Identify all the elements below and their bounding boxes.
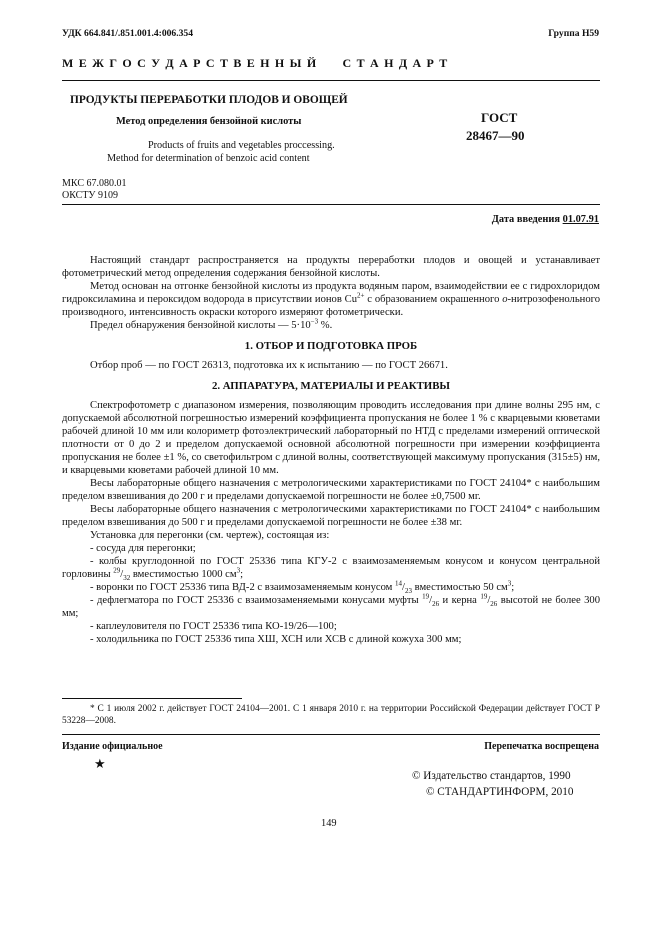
title-rule — [62, 204, 600, 205]
footnote: * С 1 июля 2002 г. действует ГОСТ 24104—2001. С 1 января 2010 г. на территории Российской Федерации действует ГОСТ Р 53228—2008. — [62, 704, 600, 726]
introduction-date-value: 01.07.91 — [562, 214, 599, 225]
footer-rule — [62, 734, 600, 735]
classification-codes — [62, 178, 126, 202]
page-number: 149 — [321, 818, 337, 829]
english-title-line2: Method for determination of benzoic acid content — [107, 153, 310, 164]
intro-paragraph-2: Метод основан на отгонке бензойной кислоты из продукта водяным паром, взаимодействии ее с гидрохлоридом гидроксиламина и пероксидом водорода в присутствии ионов $Cu^{2+}$ с образованием окрашенного о-нитрозофенольного производного, интенсивность окраски которого измеряют фотометрически. — [62, 281, 600, 318]
section-2-paragraph-1: Спектрофотометр с диапазоном измерения, позволяющим проводить исследования при длине волны 295 нм, с допускаемой абсолютной погрешностью измерений коэффициента пропускания не более 1 % с кварцевыми кюветами рабочей длиной 10 мм или колориметр фотоэлектрический лабораторный по НТД с пределами измерений оптической плотности от 0 до 2 и пределом допускаемой основной абсолютной погрешности при измерении коэффициента пропускания не более ±1 %, со светофильтром с длиной волны, соответствующей максимуму пропускания (315±5) нм, и кварцевыми кюветами рабочей длиной 10 мм. — [62, 400, 600, 476]
main-text — [62, 254, 600, 646]
introduction-date-label: Дата введения — [491, 214, 561, 225]
udk-code: УДК 664.841/.851.001.4:006.354 — [62, 28, 194, 39]
list-item-condenser: - холодильника по ГОСТ 25336 типа ХШ, ХСН или ХСВ с длиной кожуха 300 мм; — [90, 634, 462, 645]
list-item-drop-catcher: - каплеуловителя по ГОСТ 25336 типа КО-19/26—100; — [90, 621, 337, 632]
reprint-prohibited-label: Перепечатка воспрещена — [484, 741, 599, 752]
section-2-paragraph-4: Установка для перегонки (см. чертеж), состоящая из: — [90, 530, 330, 541]
header-rule — [62, 80, 600, 81]
section-1-text: Отбор проб — по ГОСТ 26313, подготовка их к испытанию — по ГОСТ 26671. — [90, 360, 448, 371]
group-code: Группа Н59 — [548, 28, 599, 39]
section-1-title: 1. ОТБОР И ПОДГОТОВКА ПРОБ — [244, 340, 418, 352]
copyright-line-1: © Издательство стандартов, 1990 — [412, 770, 571, 782]
mks-code: МКС 67.080.01 — [62, 178, 127, 189]
document-title: ПРОДУКТЫ ПЕРЕРАБОТКИ ПЛОДОВ И ОВОЩЕЙ — [70, 94, 348, 106]
official-edition-label: Издание официальное — [62, 741, 163, 752]
okstu-code: ОКСТУ 9109 — [62, 190, 119, 201]
list-item-flask: - колбы круглодонной по ГОСТ 25336 типа КГУ-2 с взаимозаменяемым конусом и конусом центральной горловины $^{29}/_{32}$ вместимостью 1000 $см^3$; — [62, 556, 600, 583]
intro-paragraph-3: Предел обнаружения бензойной кислоты — $5\cdot 10^{-3}$ %. — [90, 317, 333, 331]
section-2-paragraph-3: Весы лабораторные общего назначения с метрологическими характеристиками по ГОСТ 24104* с наибольшим пределом взвешивания до 500 г и пределами допускаемой погрешности не более ±38 мг. — [62, 504, 600, 528]
gost-number: 28467—90 — [466, 128, 525, 143]
star-icon: ★ — [94, 756, 106, 771]
list-item-vessel: - сосуда для перегонки; — [90, 543, 196, 554]
document-subtitle: Метод определения бензойной кислоты — [116, 116, 302, 127]
english-title-line1: Products of fruits and vegetables proccessing. — [148, 140, 335, 151]
footnote-rule — [62, 698, 242, 699]
section-2-paragraph-2: Весы лабораторные общего назначения с метрологическими характеристиками по ГОСТ 24104* с наибольшим пределом взвешивания до 200 г и пределами допускаемой погрешности не более ±0,7500 мг. — [62, 478, 600, 502]
intro-paragraph-1: Настоящий стандарт распространяется на продукты переработки плодов и овощей и устанавливает фотометрический метод определения содержания бензойной кислоты. — [62, 255, 600, 279]
copyright-line-2: © СТАНДАРТИНФОРМ, 2010 — [426, 786, 574, 798]
list-item-dephlegmator: - дефлегматора по ГОСТ 25336 с взаимозаменяемыми конусами муфты $^{19}/_{26}$ и керна $^{19}/_{26}$ высотой не более 300 мм; — [62, 592, 600, 619]
list-item-funnel: - воронки по ГОСТ 25336 типа ВД-2 с взаимозаменяемым конусом $^{14}/_{23}$ вместимостью 50 $см^3$; — [90, 579, 515, 596]
section-2-title: 2. АППАРАТУРА, МАТЕРИАЛЫ И РЕАКТИВЫ — [211, 380, 450, 392]
gost-label: ГОСТ — [481, 110, 518, 125]
interstate-standard-heading: М Е Ж Г О С У Д А Р С Т В Е Н Н Ы Й С Т А Н Д А Р Т — [62, 56, 449, 70]
introduction-date — [492, 214, 599, 225]
